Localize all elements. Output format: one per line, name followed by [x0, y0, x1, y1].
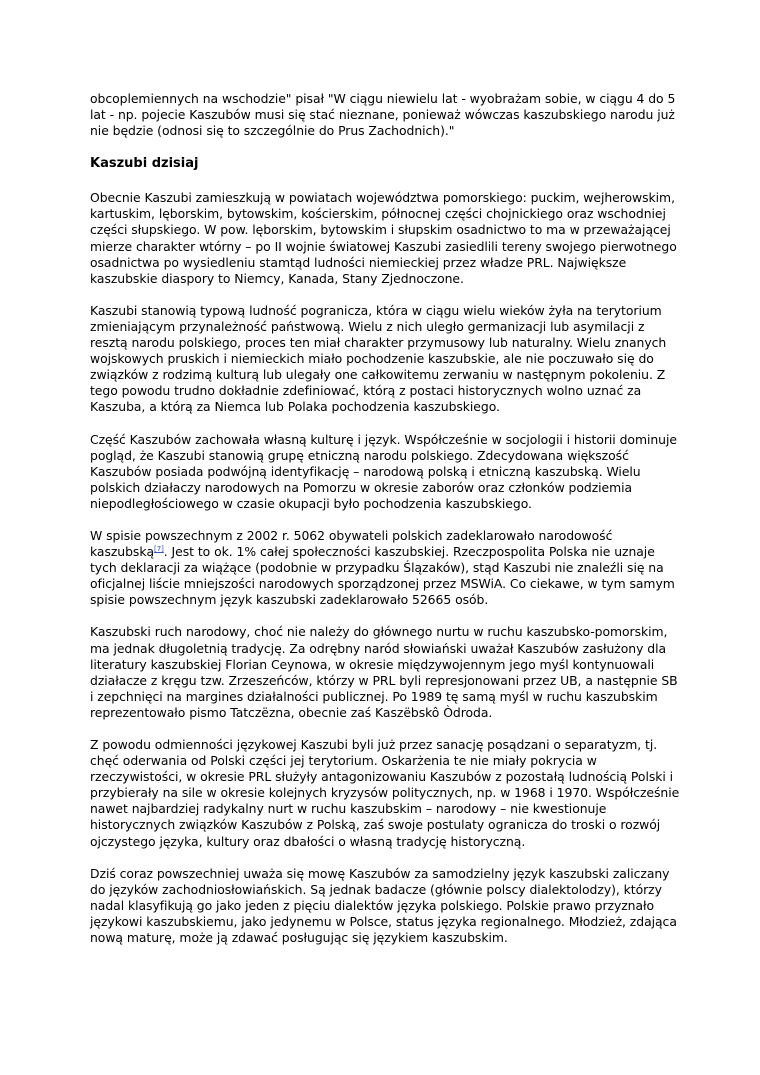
paragraph-census: [90, 528, 680, 608]
census-text-before: W spisie powszechnym z 2002 r. 5062 obywateli polskich zadeklarowało narodowość kaszubską: [90, 527, 613, 560]
paragraph-settlement: Obecnie Kaszubi zamieszkują w powiatach województwa pomorskiego: puckim, wejherowskim, kartuskim, lęborskim, bytowskim, kościerskim, północnej części chojnickiego oraz wschodniej części słupskiego. W pow. lęborskim, bytowskim i słupskim osadnictwo to ma w przeważającej mierze charakter wtórny – po II wojnie światowej Kaszubi zasiedlili tereny swojego pierwotnego osadnictwa po wysiedleniu stamtąd ludności niemieckiej przez władze PRL. Największe kaszubskie diaspory to Niemcy, Kanada, Stany Zjednoczone.: [90, 190, 677, 286]
footnote-link[interactable]: [7]: [154, 544, 164, 553]
intro-paragraph: obcoplemiennych na wschodzie" pisał "W ciągu niewielu lat - wyobrażam sobie, w ciągu 4 do 5 lat - np. pojecie Kaszubów musi się stać nieznane, ponieważ wówczas kaszubskiego narodu już nie będzie (odnosi się to szczególnie do Prus Zachodnich).": [90, 91, 676, 139]
paragraph-national-movement: Kaszubski ruch narodowy, choć nie należy do głównego nurtu w ruchu kaszubsko-pomorskim, ma jednak długoletnią tradycję. Za odrębny naród słowiański uważał Kaszubów zasłużony dla literatury kaszubskiej Florian Ceynowa, w okresie międzywojennym jego myśl kontynuowali działacze z kręgu tzw. Zrzeszeńców, którzy w PRL byli represjonowani przez UB, a następnie SB i zepchnięci na margines działalności publicznej. Po 1989 tę samą myśl w ruchu kaszubskim reprezentowało pismo Tatczëzna, obecnie zaś Kaszëbskô Òdroda.: [90, 624, 678, 720]
paragraph-separatism: Z powodu odmienności językowej Kaszubi byli już przez sanację posądzani o separatyzm, tj. chęć oderwania od Polski części jej terytorium. Oskarżenia te nie miały pokrycia w rzeczywistości, w okresie PRL służyły antagonizowaniu Kaszubów z pozostałą ludnością Polski i przybierały na sile w okresie kolejnych kryzysów politycznych, np. w 1968 i 1970. Współcześnie nawet najbardziej radykalny nurt w ruchu kaszubskim – narodowy – nie kwestionuje historycznych związków Kaszubów z Polską, zaś swoje postulaty ogranicza do troski o rozwój ojczystego języka, kultury oraz dbałości o własną tradycję historyczną.: [90, 737, 680, 849]
document-page: [90, 91, 680, 962]
census-text-after: . Jest to ok. 1% całej społeczności kaszubskiej. Rzeczpospolita Polska nie uznaje tych deklaracji za wiążące (podobnie w przypadku Ślązaków), stąd Kaszubi nie znaleźli się na oficjalnej liście mniejszości narodowych sporządzonej przez MSWiA. Co ciekawe, w tym samym spisie powszechnym język kaszubski zadeklarowało 52665 osób.: [90, 544, 675, 608]
section-heading: Kaszubi dzisiaj: [90, 156, 199, 172]
paragraph-borderland: Kaszubi stanowią typową ludność pogranicza, która w ciągu wielu wieków żyła na terytorium zmieniającym przynależność państwową. Wielu z nich uległo germanizacji lub asymilacji z resztą narodu polskiego, proces ten miał charakter przymusowy lub naturalny. Wielu znanych wojskowych pruskich i niemieckich miało pochodzenie kaszubskie, ale nie poczuwało się do związków z rodzimą kulturą lub ulegały one całkowitemu zerwaniu w następnym pokoleniu. Z tego powodu trudno dokładnie zdefiniować, którą z postaci historycznych wolno uznać za Kaszuba, a którą za Niemca lub Polaka pochodzenia kaszubskiego.: [90, 302, 667, 415]
paragraph-language: Dziś coraz powszechniej uważa się mowę Kaszubów za samodzielny język kaszubski zaliczany do języków zachodniosłowiańskich. Są jednak badacze (głównie polscy dialektolodzy), którzy nadal klasyfikują go jako jeden z pięciu dialektów języka polskiego. Polskie prawo przyznało językowi kaszubskiemu, jako jedynemu w Polsce, status języka regionalnego. Młodzież, zdająca nową maturę, może ją zdawać posługując się językiem kaszubskim.: [90, 865, 677, 946]
paragraph-identity: Część Kaszubów zachowała własną kulturę i język. Współcześnie w socjologii i historii dominuje pogląd, że Kaszubi stanowią grupę etniczną narodu polskiego. Zdecydowana większość Kaszubów posiada podwójną identyfikację – narodową polską i etniczną kaszubską. Wielu polskich działaczy narodowych na Pomorzu w okresie zaborów oraz członków podziemia niepodległościowego w czasie okupacji było pochodzenia kaszubskiego.: [90, 431, 677, 511]
